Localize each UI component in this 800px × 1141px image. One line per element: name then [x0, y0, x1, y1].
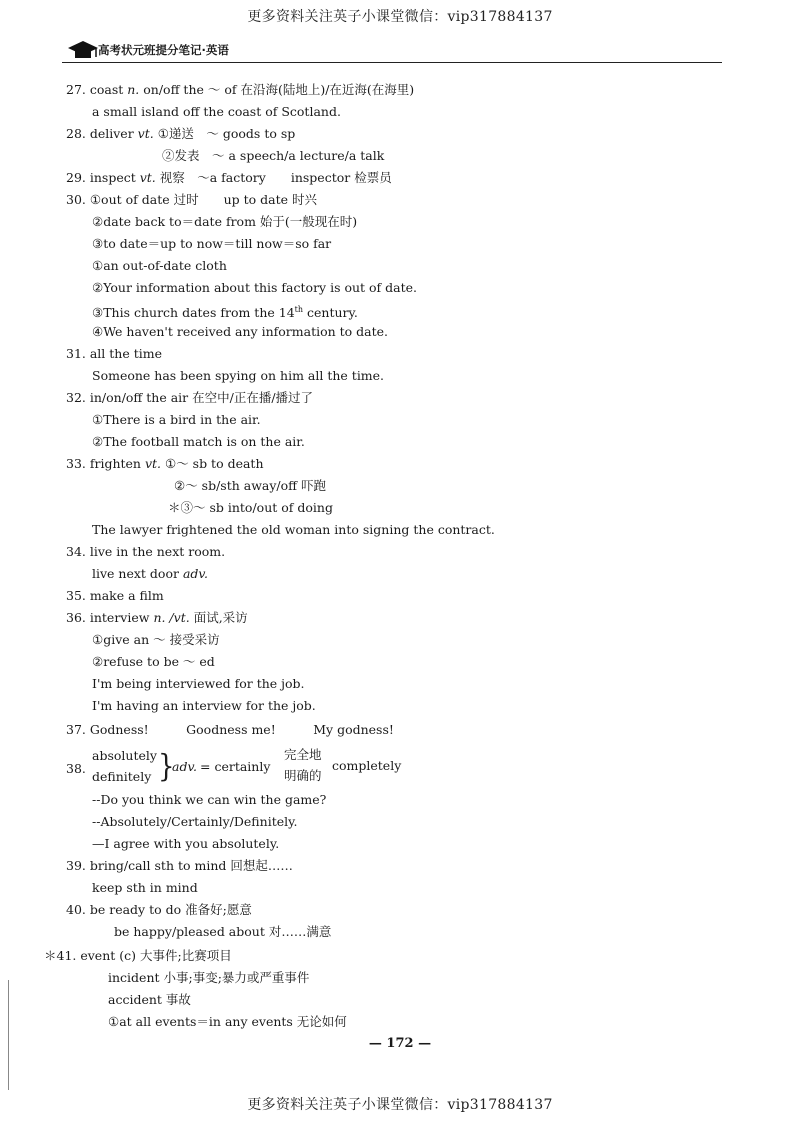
line-31: 31. all the time: [66, 346, 162, 361]
line-36-ex2: I'm having an interview for the job.: [92, 698, 316, 713]
line-33-3: ＊③～ sb into/out of doing: [168, 500, 333, 515]
line-27: 27. coast n. on/off the ～ of 在沿海(陆地上)/在近海(在海里): [66, 82, 415, 97]
header-rule: [62, 62, 722, 63]
item-38-cn2: 明确的: [284, 768, 322, 783]
line-38-ex3: —I agree with you absolutely.: [92, 836, 280, 851]
line-41-4: ①at all events＝in any events 无论如何: [108, 1014, 347, 1029]
item-38-number: 38.: [66, 761, 86, 776]
line-30-ex2: ②Your information about this factory is out of date.: [92, 280, 418, 295]
line-36: 36. interview n. /vt. 面试,采访: [66, 610, 248, 625]
line-39-2: keep sth in mind: [92, 880, 198, 895]
line-36-1: ①give an ～ 接受采访: [92, 632, 220, 647]
line-28-2: ②发表 ～ a speech/a lecture/a talk: [162, 148, 385, 163]
line-34: 34. live in the next room.: [66, 544, 226, 559]
line-29: 29. inspect vt. 视察 ～a factory inspector 检票员: [66, 170, 392, 185]
line-38-ex1: --Do you think we can win the game?: [92, 792, 327, 807]
line-34-2: live next door adv.: [92, 566, 208, 581]
line-35: 35. make a film: [66, 588, 164, 603]
line-36-ex1: I'm being interviewed for the job.: [92, 676, 305, 691]
graduation-cap-icon: [66, 38, 100, 60]
line-37: 37. Godness! Goodness me! My godness!: [66, 722, 394, 737]
line-30-ex4: ④We haven't received any information to date.: [92, 324, 389, 339]
line-33-example: The lawyer frightened the old woman into signing the contract.: [92, 522, 495, 537]
line-31-example: Someone has been spying on him all the time.: [92, 368, 385, 383]
line-30: 30. ①out of date 过时 up to date 时兴: [66, 192, 318, 207]
line-32-ex2: ②The football match is on the air.: [92, 434, 305, 449]
line-30-3: ③to date＝up to now＝till now＝so far: [92, 236, 332, 251]
line-36-2: ②refuse to be ～ ed: [92, 654, 215, 669]
item-38-pos: adv.: [172, 759, 198, 774]
line-38-ex2: --Absolutely/Certainly/Definitely.: [92, 814, 298, 829]
watermark-bottom: 更多资料关注英子小课堂微信：vip317884137: [247, 1097, 553, 1113]
line-32-ex1: ①There is a bird in the air.: [92, 412, 261, 427]
line-30-2: ②date back to＝date from 始于(一般现在时): [92, 214, 358, 229]
header-title: 高考状元班提分笔记·英语: [98, 43, 229, 57]
line-39: 39. bring/call sth to mind 回想起……: [66, 858, 293, 873]
page-number: — 172 —: [368, 1036, 432, 1051]
line-32: 32. in/on/off the air 在空中/正在播/播过了: [66, 390, 314, 405]
line-27-example: a small island off the coast of Scotland.: [92, 104, 341, 119]
item-38-cn1: 完全地: [284, 747, 322, 762]
item-38-word1: absolutely: [92, 748, 157, 763]
item-38-word2: definitely: [92, 769, 152, 784]
item-38-eq: = certainly: [200, 759, 271, 774]
line-33: 33. frighten vt. ①～ sb to death: [66, 456, 264, 471]
line-41-3: accident 事故: [108, 992, 191, 1007]
line-41-2: incident 小事;事变;暴力或严重事件: [108, 970, 310, 985]
line-28: 28. deliver vt. ①递送 ～ goods to sp: [66, 126, 296, 141]
page-header: [62, 36, 722, 64]
line-40-2: be happy/pleased about 对……满意: [114, 924, 332, 939]
line-30-ex1: ①an out-of-date cloth: [92, 258, 227, 273]
line-41: ＊41. event (c) 大事件;比赛项目: [44, 948, 232, 963]
line-40: 40. be ready to do 准备好;愿意: [66, 902, 252, 917]
item-38-brace: }: [158, 749, 175, 785]
line-33-2: ②～ sb/sth away/off 吓跑: [174, 478, 327, 493]
item-38-completely: completely: [332, 758, 402, 773]
watermark-top: 更多资料关注英子小课堂微信：vip317884137: [247, 9, 553, 25]
scan-edge-line: [8, 980, 9, 1090]
line-30-ex3: ③This church dates from the 14th century.: [92, 305, 358, 321]
